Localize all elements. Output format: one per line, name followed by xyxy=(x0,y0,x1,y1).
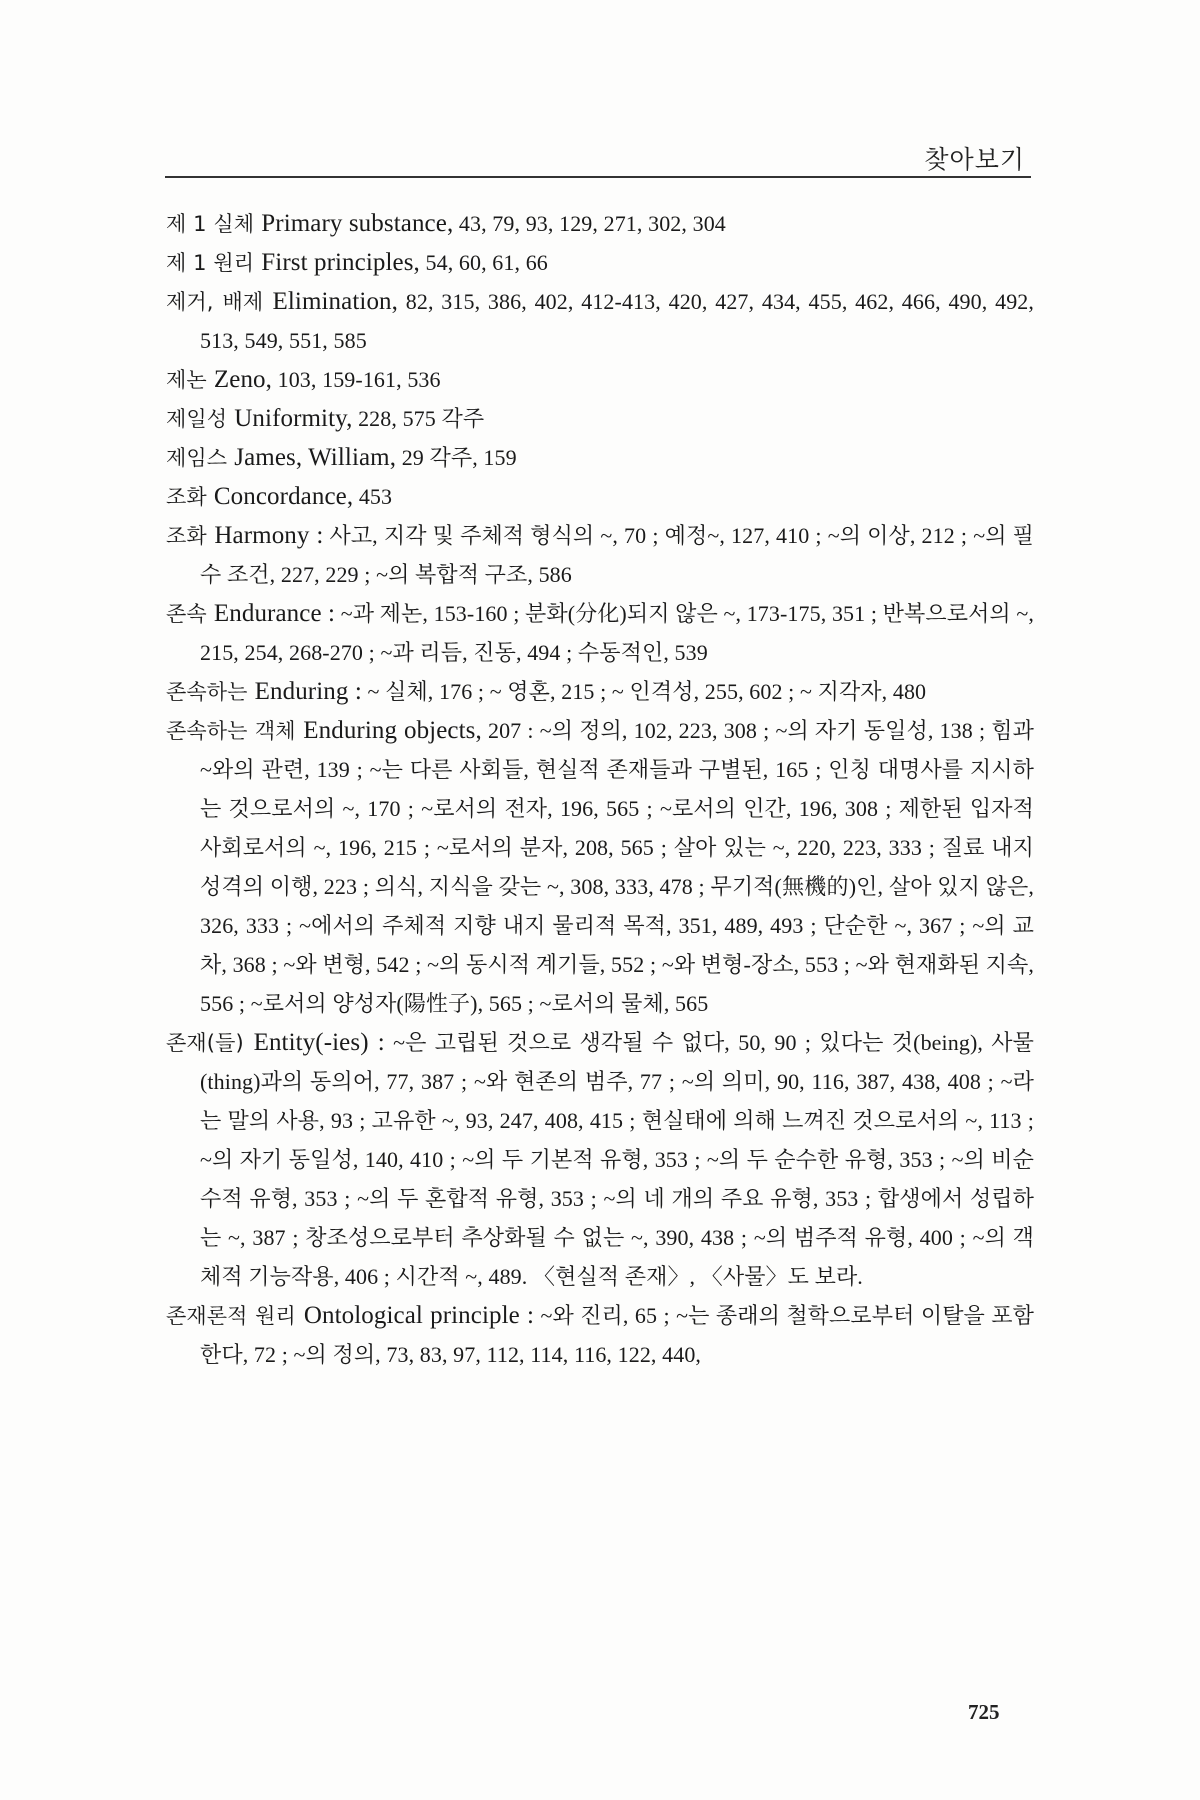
index-entry xyxy=(166,244,1034,283)
entry-refs: 103, 159-161, 536 xyxy=(272,367,441,392)
entry-refs: 207 : ~의 정의, 102, 223, 308 ; ~의 자기 동일성, 138 ; 힘과 ~와의 관련, 139 ; ~는 다른 사회들, 현실적 존재들과 구별된, 165 ; 인칭 대명사를 지시하는 것으로서의 ~, 170 ; ~로서의 전자, 196, 565 ; ~로서의 인간, 196, 308 ; 제한된 입자적 사회로서의 ~, 196, 215 ; ~로서의 분자, 208, 565 ; 살아 있는 ~, 220, 223, 333 ; 질료 내지 성격의 이행, 223 ; 의식, 지식을 갖는 ~, 308, 333, 478 ; 무기적(無機的)인, 살아 있지 않은, 326, 333 ; ~에서의 주체적 지향 내지 물리적 목적, 351, 489, 493 ; 단순한 ~, 367 ; ~의 교차, 368 ; ~와 변형, 542 ; ~의 동시적 계기들, 552 ; ~와 변형-장소, 553 ; ~와 현재화된 지속, 556 ; ~로서의 양성자(陽性子), 565 ; ~로서의 물체, 565 xyxy=(200,718,1035,1016)
entry-english: Ontological principle : xyxy=(303,1302,535,1329)
entry-refs: ~은 고립된 것으로 생각될 수 없다, 50, 90 ; 있다는 것(being), 사물(thing)과의 동의어, 77, 387 ; ~와 현존의 범주, 77 ; ~의 의미, 90, 116, 387, 438, 408 ; ~라는 말의 사용, 93 ; 고유한 ~, 93, 247, 408, 415 ; 현실태에 의해 느껴진 것으로서의 ~, 113 ; ~의 자기 동일성, 140, 410 ; ~의 두 기본적 유형, 353 ; ~의 두 순수한 유형, 353 ; ~의 비순수적 유형, 353 ; ~의 두 혼합적 유형, 353 ; ~의 네 개의 주요 유형, 353 ; 합생에서 성립하는 ~, 387 ; 창조성으로부터 추상화될 수 없는 ~, 390, 438 ; ~의 범주적 유형, 400 ; ~의 객체적 기능작용, 406 ; 시간적 ~, 489. 〈현실적 존재〉, 〈사물〉도 보라. xyxy=(200,1030,1035,1289)
entry-term: 조화 xyxy=(166,524,207,548)
entry-term: 제 1 실체 xyxy=(166,212,255,236)
entry-refs: 82, 315, 386, 402, 412-413, 420, 427, 434, 455, 462, 466, 490, 492, 513, 549, 551, 585 xyxy=(200,289,1034,353)
index-entry xyxy=(166,595,1034,673)
entry-term: 조화 xyxy=(166,485,207,509)
entry-refs: 사고, 지각 및 주체적 형식의 ~, 70 ; 예정~, 127, 410 ; ~의 이상, 212 ; ~의 필수 조건, 227, 229 ; ~의 복합적 구조, 586 xyxy=(200,523,1035,587)
entry-term: 제 1 원리 xyxy=(166,251,255,275)
running-head: 찾아보기 xyxy=(924,145,1025,174)
entry-english: Primary substance, xyxy=(261,210,454,237)
entry-refs: 54, 60, 61, 66 xyxy=(419,250,548,275)
page-number: 725 xyxy=(968,1700,1000,1724)
index-entry xyxy=(166,517,1034,595)
entry-english: Uniformity, xyxy=(234,405,353,432)
entry-refs: 453 xyxy=(353,484,393,509)
index-entry xyxy=(166,400,1034,439)
entry-term: 존재(들) xyxy=(166,1031,244,1055)
index-entry xyxy=(166,1297,1034,1375)
entry-term: 제거, 배제 xyxy=(166,290,264,314)
index-entry xyxy=(166,439,1034,478)
entry-english: Entity(-ies) : xyxy=(253,1029,385,1056)
entry-refs: 29 각주, 159 xyxy=(396,445,517,470)
entry-refs: 228, 575 각주 xyxy=(352,406,485,431)
entry-term: 존속하는 xyxy=(166,680,248,704)
index-entry xyxy=(166,361,1034,400)
entry-term: 존속 xyxy=(166,602,207,626)
index-entry xyxy=(166,283,1034,361)
entry-english: Enduring objects, xyxy=(303,717,482,744)
index-entry xyxy=(166,673,1034,712)
entry-term: 존속하는 객체 xyxy=(166,719,296,743)
index-entry xyxy=(166,712,1034,1024)
index-entry xyxy=(166,205,1034,244)
entry-refs: ~ 실체, 176 ; ~ 영혼, 215 ; ~ 인격성, 255, 602 ; ~ 지각자, 480 xyxy=(361,679,927,704)
entry-term: 제논 xyxy=(166,368,207,392)
entry-english: Harmony : xyxy=(214,522,324,549)
entry-english: Elimination, xyxy=(272,288,398,315)
entry-refs: 43, 79, 93, 129, 271, 302, 304 xyxy=(453,211,726,236)
entry-term: 존재론적 원리 xyxy=(166,1304,296,1328)
entry-term: 제일성 xyxy=(166,407,228,431)
entry-refs: ~과 제논, 153-160 ; 분화(分化)되지 않은 ~, 173-175, 351 ; 반복으로서의 ~, 215, 254, 268-270 ; ~과 리듬, 진동, 494 ; 수동적인, 539 xyxy=(200,601,1035,665)
entry-english: Concordance, xyxy=(213,483,354,510)
entry-refs: ~와 진리, 65 ; ~는 종래의 철학으로부터 이탈을 포함한다, 72 ; ~의 정의, 73, 83, 97, 112, 114, 116, 122, 440, xyxy=(200,1303,1035,1367)
header-rule xyxy=(165,176,1031,178)
entry-english: James, William, xyxy=(234,444,397,471)
entry-english: First principles, xyxy=(261,249,420,276)
index-body xyxy=(166,205,1034,1375)
index-entry xyxy=(166,478,1034,517)
index-entry xyxy=(166,1024,1034,1297)
entry-term: 제임스 xyxy=(166,446,228,470)
entry-english: Endurance : xyxy=(213,600,336,627)
entry-english: Zeno, xyxy=(213,366,272,393)
entry-english: Enduring : xyxy=(254,678,362,705)
